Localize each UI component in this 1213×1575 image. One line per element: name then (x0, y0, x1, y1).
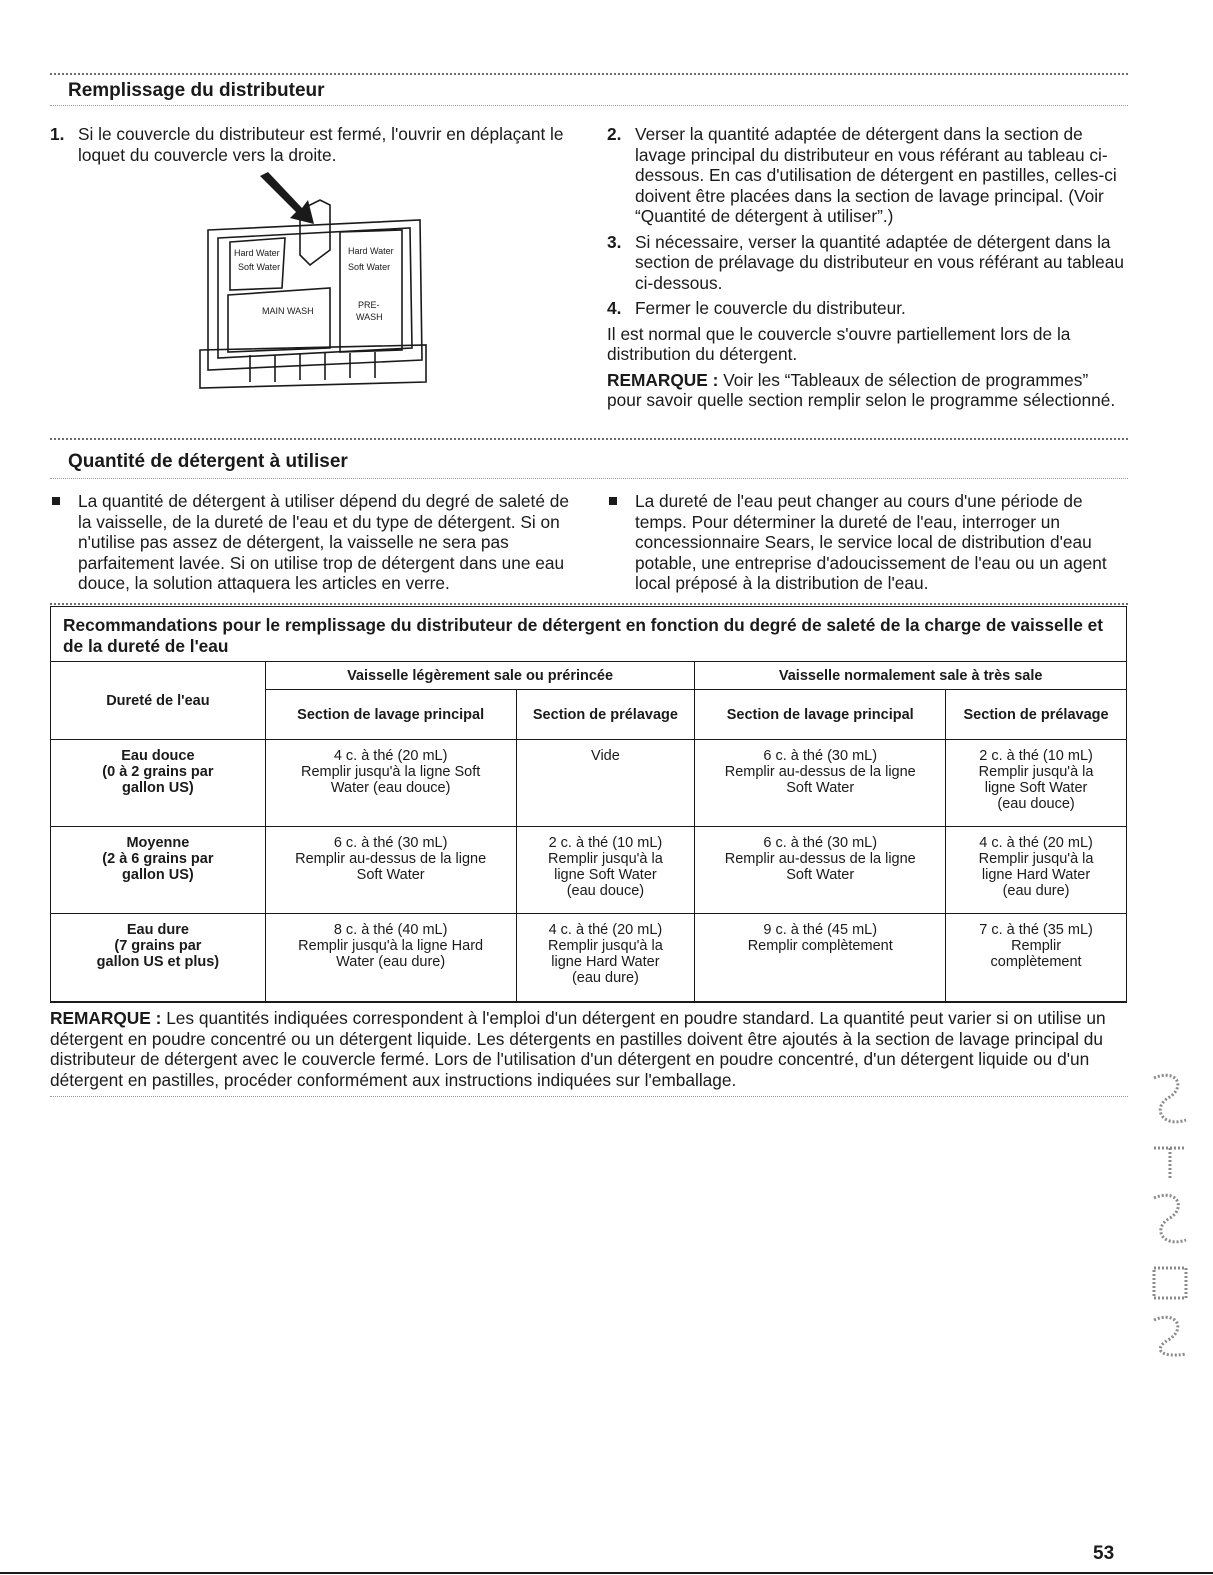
cell-line: Eau douce (121, 748, 195, 764)
step-text: Verser la quantité adaptée de détergent dans la section de lavage principal du distributeur en vous référant au tableau ci-dessous. En cas d'utilisation de détergent en pastilles, celles-ci doivent être placées dans la section de lavage principal. (Voir “Quantité de détergent à utiliser”.) (635, 124, 1117, 226)
cell-normal-pre (946, 913, 1127, 1002)
cell-line: 2 c. à thé (10 mL) (548, 834, 663, 851)
cell-line: complètement (990, 953, 1082, 970)
step-3 (607, 232, 1127, 294)
step-number: 1. (50, 124, 65, 144)
cell-line: Remplir (1011, 937, 1062, 954)
cell-line: Remplir jusqu'à la ligne Soft (301, 764, 481, 780)
cell-line: Soft Water (356, 866, 425, 883)
cell-line: Eau dure (126, 921, 189, 938)
dispenser-figure (190, 170, 430, 390)
bullet-text: La dureté de l'eau peut changer au cours d'une période de temps. Pour déterminer la dureté de l'eau, interroger un concessionnaire Sears, le service local de distribution d'eau potable, une entreprise d'adoucissement de l'eau ou un agent local préposé à la distribution de l'eau. (635, 491, 1107, 593)
cell-line: Soft Water (786, 866, 855, 883)
table-row (51, 826, 1127, 913)
cell-line: (eau douce) (566, 882, 645, 899)
bullet-square-icon (52, 497, 60, 505)
header-normal-soil: Vaisselle normalement sale à très sale (695, 662, 1127, 690)
remarque-programmes (607, 370, 1127, 411)
cell-normal-main (695, 740, 946, 827)
cell-line: 9 c. à thé (45 mL) (763, 921, 878, 938)
cell-line: 6 c. à thé (30 mL) (763, 748, 878, 764)
header-light-pre: Section de prélavage (516, 690, 695, 740)
cell-line: gallon US et plus) (96, 953, 220, 970)
final-remarque (50, 1008, 1130, 1090)
final-remarque-text: Les quantités indiquées correspondent à l'emploi d'un détergent en poudre standard. La quantité peut varier si on utilise un détergent en poudre concentré ou un détergent liquide. Les détergents en pastilles doivent être ajoutés à la section de lavage principal du distributeur de détergent avec le couvercle fermé. Lors de l'utilisation d'un détergent en poudre concentré, d'un détergent liquide ou d'un détergent en pastilles, procéder conformément aux instructions indiquées sur l'emballage. (50, 1008, 1106, 1090)
header-normal-pre: Section de prélavage (946, 690, 1127, 740)
figure-label-pre: PRE- (358, 300, 380, 310)
cell-line: 8 c. à thé (40 mL) (333, 921, 448, 938)
cell-line: 6 c. à thé (30 mL) (763, 834, 878, 851)
cell-line: Remplir jusqu'à la (548, 937, 663, 954)
final-remarque-label: REMARQUE : (50, 1008, 162, 1028)
cell-line: Vide (591, 748, 620, 764)
figure-label-main-wash: MAIN WASH (262, 306, 314, 316)
figure-label-soft-water-right: Soft Water (348, 262, 391, 272)
cell-line: ligne Hard Water (551, 953, 660, 970)
cell-line: Remplir au-dessus de la ligne (724, 764, 916, 780)
step-number: 3. (607, 231, 622, 252)
page-bottom-rule (0, 1572, 1213, 1574)
cell-line: (eau dure) (1002, 882, 1070, 899)
section-divider (50, 438, 1128, 440)
cell-line: (2 à 6 grains par (102, 850, 214, 867)
step-2 (607, 124, 1127, 227)
section-title-underline (50, 478, 1128, 479)
step-number: 4. (607, 298, 622, 318)
cell-light-main (265, 913, 516, 1002)
cell-line: Remplir jusqu'à la ligne Hard (298, 937, 484, 954)
cell-light-main (265, 740, 516, 827)
cell-light-main (265, 826, 516, 913)
cell-line: Water (eau dure) (336, 953, 446, 970)
cell-line: 4 c. à thé (20 mL) (548, 921, 663, 938)
bullet-square-icon (609, 497, 617, 505)
cell-line: Remplir jusqu'à la (548, 850, 663, 867)
table-row (51, 913, 1127, 1002)
cell-line: Remplir jusqu'à la (978, 764, 1094, 780)
cell-line: (7 grains par (114, 937, 202, 954)
recommendations-table (50, 661, 1127, 1003)
cell-line: 7 c. à thé (35 mL) (979, 921, 1093, 938)
remarque-label: REMARQUE : (607, 369, 719, 390)
cell-hardness (51, 740, 266, 827)
top-divider (50, 73, 1128, 75)
bullet-text: La quantité de détergent à utiliser dépend du degré de saleté de la vaisselle, de la dureté de l'eau et du type de détergent. Si on n'utilise pas assez de détergent, la vaisselle ne sera pas parfaitement lavée. Si on utilise trop de détergent dans une eau douce, la solution attaquera les articles en verre. (78, 491, 569, 593)
cell-hardness (51, 826, 266, 913)
cell-light-pre (516, 913, 695, 1002)
final-divider (50, 1096, 1128, 1097)
section-title-underline (50, 105, 1128, 106)
table-title: Recommandations pour le remplissage du distributeur de détergent en fonction du degré de saleté de la charge de vaisselle et de la dureté de l'eau (63, 615, 1104, 656)
step-list-right (607, 124, 1127, 416)
section-title-remplissage: Remplissage du distributeur (68, 80, 325, 101)
section-divider (50, 603, 1128, 605)
section-title-quantite: Quantité de détergent à utiliser (68, 451, 348, 472)
cell-line: gallon US) (122, 866, 194, 883)
bullet-right (607, 491, 1127, 594)
figure-label-wash: WASH (356, 312, 383, 322)
cell-line: Remplir au-dessus de la ligne (724, 850, 916, 867)
figure-label-soft-water-left: Soft Water (238, 262, 281, 272)
cell-line: 4 c. à thé (20 mL) (979, 834, 1093, 851)
cell-line: 6 c. à thé (30 mL) (333, 834, 448, 851)
cell-normal-pre (946, 826, 1127, 913)
cell-line: Water (eau douce) (330, 780, 451, 796)
cell-light-pre (516, 740, 695, 827)
figure-label-hard-water-left: Hard Water (234, 248, 280, 258)
remarque-text: Voir les “Tableaux de sélection de programmes” pour savoir quelle section remplir selon le programme sélectionné. (607, 369, 1116, 410)
cell-line: Remplir jusqu'à la (978, 850, 1094, 867)
cell-line: Remplir au-dessus de la ligne (295, 850, 487, 867)
header-light-soil: Vaisselle légèrement sale ou prérincée (265, 662, 695, 690)
step-1 (50, 124, 570, 165)
cell-line: ligne Soft Water (554, 866, 657, 883)
arrow-icon (260, 172, 314, 224)
cell-line: Moyenne (126, 834, 190, 851)
table-row (51, 740, 1127, 827)
step-4 (607, 298, 1127, 319)
cell-light-pre (516, 826, 695, 913)
cell-line: 4 c. à thé (20 mL) (333, 748, 448, 764)
header-normal-main: Section de lavage principal (695, 690, 946, 740)
bullet-left (50, 491, 570, 594)
step-list-left (50, 124, 570, 170)
cell-hardness (51, 913, 266, 1002)
figure-label-hard-water-right: Hard Water (348, 246, 394, 256)
side-watermark-logo (1148, 1058, 1192, 1358)
step-text: Fermer le couvercle du distributeur. (635, 298, 906, 318)
cell-line: (eau dure) (571, 969, 639, 986)
recommendations-table-box (50, 606, 1127, 1002)
cell-normal-pre (946, 740, 1127, 827)
step-text: Si le couvercle du distributeur est fermé, l'ouvrir en déplaçant le loquet du couvercle vers la droite. (78, 124, 564, 165)
cell-line: gallon US) (122, 780, 194, 796)
normal-opening-text: Il est normal que le couvercle s'ouvre partiellement lors de la distribution du détergent. (607, 323, 1071, 364)
cell-line: ligne Hard Water (981, 866, 1091, 883)
cell-line: 2 c. à thé (10 mL) (979, 748, 1093, 764)
cell-line: (eau douce) (997, 796, 1075, 812)
bullet-item (607, 491, 1127, 594)
cell-normal-main (695, 913, 946, 1002)
step-text: Si nécessaire, verser la quantité adaptée de détergent dans la section de prélavage du distributeur en vous référant au tableau ci-dessous. (635, 231, 1124, 293)
header-hardness: Dureté de l'eau (51, 662, 266, 740)
page-number: 53 (1093, 1543, 1115, 1564)
bullet-item (50, 491, 570, 594)
step-number: 2. (607, 124, 622, 144)
cell-normal-main (695, 826, 946, 913)
cell-line: Remplir complètement (747, 937, 893, 954)
header-light-main: Section de lavage principal (265, 690, 516, 740)
cell-line: (0 à 2 grains par (102, 764, 214, 780)
dispenser-illustration (190, 170, 430, 390)
cell-line: ligne Soft Water (984, 780, 1088, 796)
cell-line: Soft Water (786, 780, 855, 796)
